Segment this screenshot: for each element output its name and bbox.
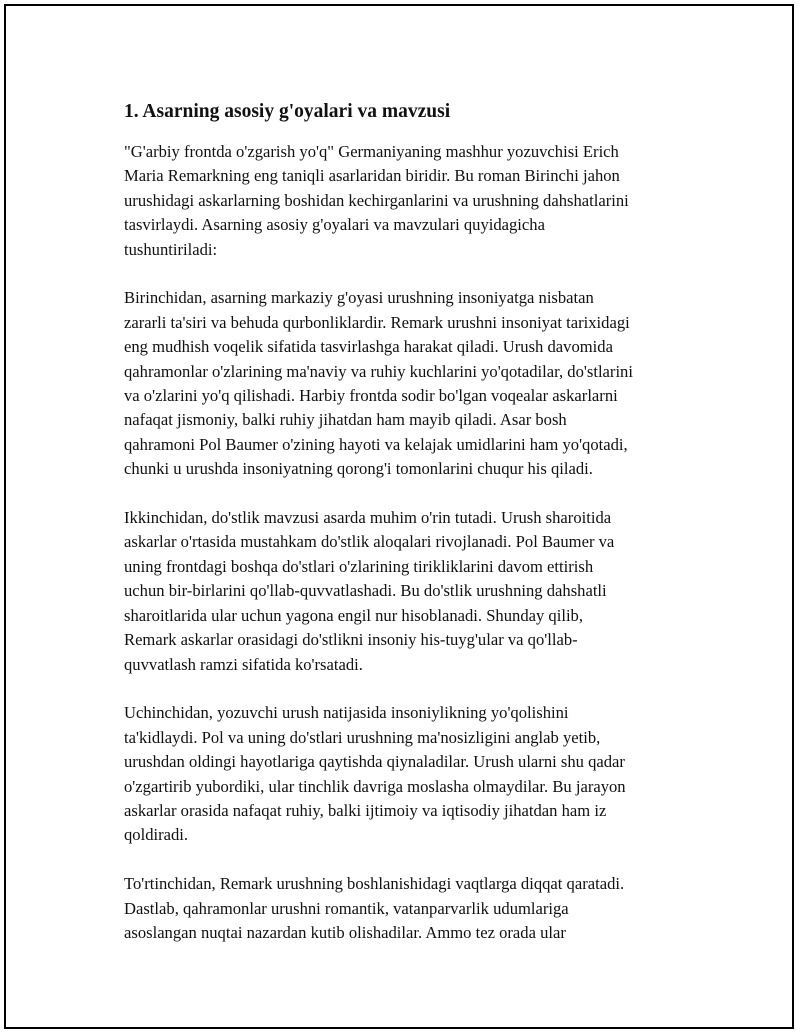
section-heading: 1. Asarning asosiy g'oyalari va mavzusi — [124, 101, 451, 122]
page-frame — [4, 4, 794, 1029]
paragraph-second: Ikkinchidan, do'stlik mavzusi asarda muhim o'rin tutadi. Urush sharoitida askarlar o'rtasida mustahkam do'stlik aloqalari rivojlanadi. Pol Baumer va uning frontdagi boshqa do'stlari o'zlarining tirikliklarini davom ettirish uchun bir-birlarini qo'llab-quvvatlashadi. Bu do'stlik urushning dahshatli sharoitlarida ular uchun yagona engil nur hisoblanadi. Shunday qilib, Remark askarlar orasidagi do'stlikni insoniy his-tuyg'ular va qo'llab- quvvatlash ramzi sifatida ko'rsatadi. — [124, 508, 615, 674]
paragraph-third: Uchinchidan, yozuvchi urush natijasida insoniylikning yo'qolishini ta'kidlaydi. Pol va uning do'stlari urushning ma'nosizligini anglab yetib, urushdan oldingi hayotlariga qaytishda qiynaladilar. Urush ularni shu qadar o'zgartirib yubordiki, ular tinchlik davriga moslasha olmaydilar. Bu jarayon askarlar orasida nafaqat ruhiy, balki ijtimoiy va iqtisodiy jihatdan ham iz qoldiradi. — [124, 703, 626, 845]
document-body — [124, 99, 704, 970]
paragraph-fourth: To'rtinchidan, Remark urushning boshlanishidagi vaqtlarga diqqat qaratadi. Dastlab, qahramonlar urushni romantik, vatanparvarlik udumlariga asoslangan nuqtai nazardan kutib olishadilar. Ammo tez orada ular — [124, 874, 625, 942]
paragraph-first: Birinchidan, asarning markaziy g'oyasi urushning insoniyatga nisbatan zararli ta'siri va behuda qurbonliklardir. Remark urushni insoniyat tarixidagi eng mudhish voqelik sifatida tasvirlashga harakat qiladi. Urush davomida qahramonlar o'zlarining ma'naviy va ruhiy kuchlarini yo'qotadilar, do'stlarini va o'zlarini yo'q qilishadi. Harbiy frontda sodir bo'lgan voqealar askarlarni nafaqat jismoniy, balki ruhiy jihatdan ham mayib qiladi. Asar bosh qahramoni Pol Baumer o'zining hayoti va kelajak umidlarini ham yo'qotadi, chunki u urushda insoniyatning qorong'i tomonlarini chuqur his qiladi. — [124, 288, 633, 479]
paragraph-intro: "G'arbiy frontda o'zgarish yo'q" Germaniyaning mashhur yozuvchisi Erich Maria Remarkning eng taniqli asarlaridan biridir. Bu roman Birinchi jahon urushidagi askarlarning boshidan kechirganlarini va urushning dahshatlarini tasvirlaydi. Asarning asosiy g'oyalari va mavzulari quyidagicha tushuntiriladi: — [124, 142, 629, 259]
